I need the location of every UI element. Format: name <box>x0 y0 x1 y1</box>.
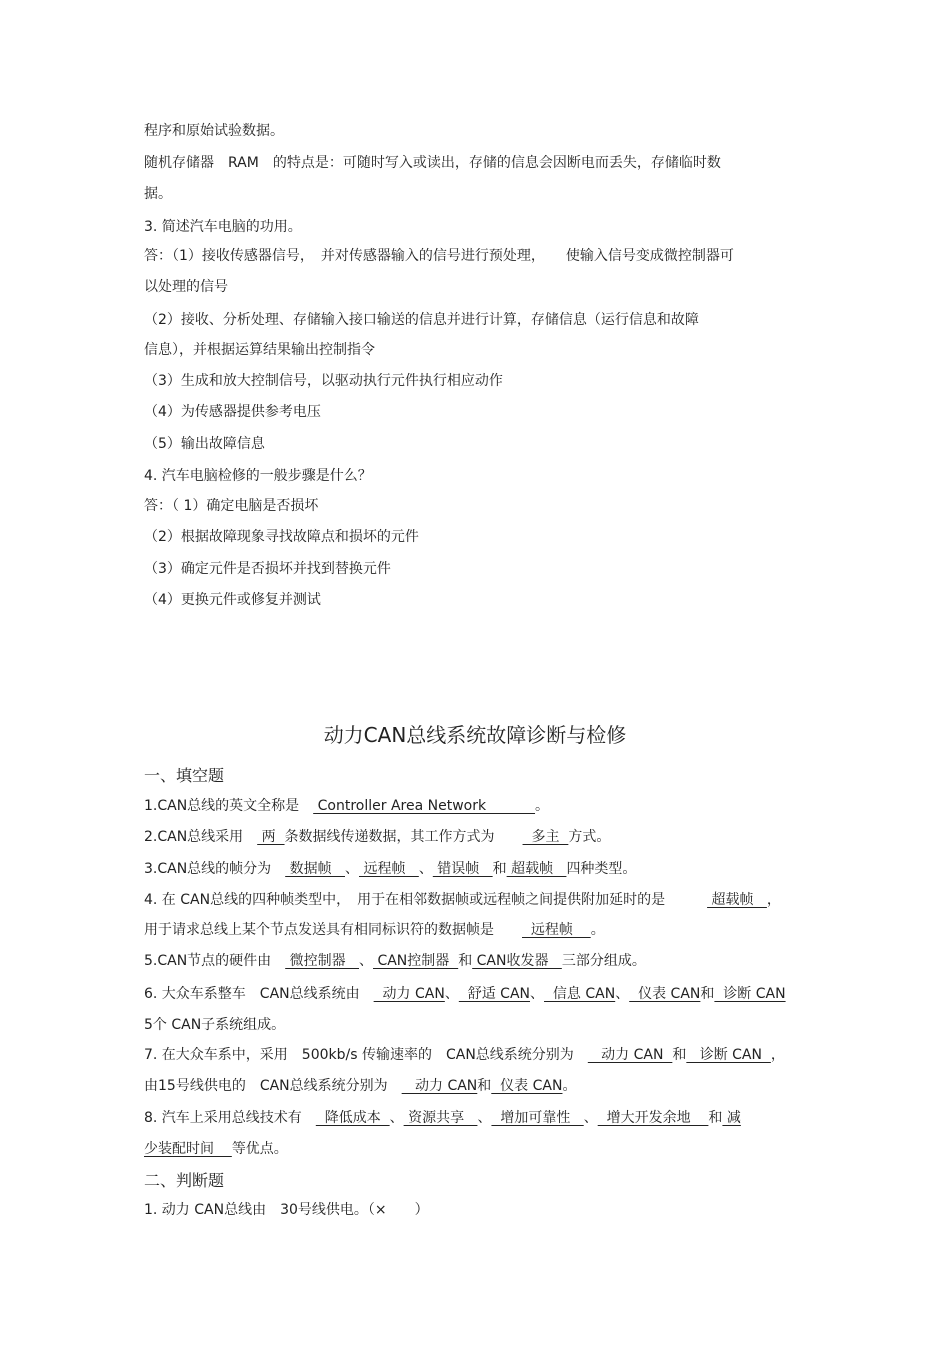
judge-question-1: 1. 动力 CAN总线由 30号线供电。（× ） <box>144 1202 429 1218</box>
answer-blank: 远程帧 <box>522 922 591 938</box>
answer-blank: 动力 CAN <box>373 986 445 1002</box>
answer-blank: 动力 CAN <box>401 1078 478 1094</box>
text-line: 程序和原始试验数据。 <box>144 123 284 139</box>
answer-line: （5）输出故障信息 <box>144 436 265 452</box>
answer-line: 答：（1）接收传感器信号， 并对传感器输入的信号进行预处理， 使输入信号变成微控制器可 <box>144 248 734 264</box>
fill-question-8-cont: 少装配时间 等优点。 <box>144 1141 288 1157</box>
fill-question-7: 7. 在大众车系中，采用 500kb/s 传输速率的 CAN总线系统分别为 动力 CAN 和 诊断 CAN ， <box>144 1047 785 1063</box>
part-heading: 一、填空题 <box>144 766 225 785</box>
answer-blank: 降低成本 <box>315 1110 390 1126</box>
answer-blank: 少装配时间 <box>144 1141 232 1157</box>
answer-blank: 远程帧 <box>359 861 419 877</box>
text-line: 据。 <box>144 186 172 202</box>
answer-blank: 动力 CAN <box>587 1047 673 1063</box>
answer-line: （4）为传感器提供参考电压 <box>144 404 321 420</box>
answer-blank: 仪表 CAN <box>629 986 701 1002</box>
answer-blank: 超载帧 <box>506 861 567 877</box>
answer-blank: 资源共享 <box>403 1110 478 1126</box>
answer-blank: 微控制器 <box>285 953 359 969</box>
answer-blank: 多主 <box>522 829 569 845</box>
answer-blank: 信息 CAN <box>544 986 616 1002</box>
fill-question-7-cont: 由15号线供电的 CAN总线系统分别为 动力 CAN和 仪表 CAN。 <box>144 1078 577 1094</box>
fill-question-1: 1.CAN总线的英文全称是 Controller Area Network 。 <box>144 798 550 814</box>
answer-line: 答：（ 1）确定电脑是否损坏 <box>144 498 319 514</box>
answer-blank: 数据帧 <box>285 861 345 877</box>
answer-line: 以处理的信号 <box>144 279 228 295</box>
fill-question-6: 6. 大众车系整车 CAN总线系统由 动力 CAN、 舒适 CAN、 信息 CAN、 仪表 CAN和 诊断 CAN <box>144 986 786 1002</box>
answer-blank: Controller Area Network <box>313 798 536 814</box>
answer-blank: 减 <box>722 1110 741 1126</box>
fill-question-4-cont: 用于请求总线上某个节点发送具有相同标识符的数据帧是 远程帧 。 <box>144 922 605 938</box>
fill-question-3: 3.CAN总线的帧分为 数据帧 、 远程帧 、 错误帧 和 超载帧 四种类型。 <box>144 861 637 877</box>
question-4: 4. 汽车电脑检修的一般步骤是什么？ <box>144 468 372 484</box>
answer-line: （2）根据故障现象寻找故障点和损坏的元件 <box>144 529 419 545</box>
answer-line: （3）确定元件是否损坏并找到替换元件 <box>144 561 391 577</box>
answer-blank: 增大开发余地 <box>597 1110 709 1126</box>
fill-question-2: 2.CAN总线采用 两 条数据线传递数据，其工作方式为 多主 方式。 <box>144 829 611 845</box>
answer-blank: 增加可靠性 <box>491 1110 584 1126</box>
text-line: 随机存储器 RAM 的特点是：可随时写入或读出，存储的信息会因断电而丢失，存储临时数 <box>144 155 721 171</box>
part-heading: 二、判断题 <box>144 1171 225 1190</box>
fill-question-5: 5.CAN节点的硬件由 微控制器 、 CAN控制器 和 CAN收发器 三部分组成。 <box>144 953 646 969</box>
answer-blank: 两 <box>257 829 285 845</box>
question-3: 3. 简述汽车电脑的功用。 <box>144 219 302 235</box>
answer-line: 信息），并根据运算结果输出控制指令 <box>144 342 375 358</box>
answer-line: （3）生成和放大控制信号，以驱动执行元件执行相应动作 <box>144 373 503 389</box>
answer-blank: 超载帧 <box>707 892 767 908</box>
fill-question-8: 8. 汽车上采用总线技术有 降低成本 、 资源共享 、 增加可靠性 、 增大开发余地 和 减 <box>144 1110 741 1126</box>
answer-blank: 诊断 CAN <box>714 986 786 1002</box>
answer-blank: 仪表 CAN <box>491 1078 563 1094</box>
answer-blank: 舒适 CAN <box>458 986 531 1002</box>
answer-blank: 诊断 CAN <box>686 1047 771 1063</box>
fill-question-4: 4. 在 CAN总线的四种帧类型中， 用于在相邻数据帧或远程帧之间提供附加延时的是 超载帧 ， <box>144 892 781 908</box>
section-title: 动力CAN总线系统故障诊断与检修 <box>323 723 627 747</box>
answer-blank: CAN控制器 <box>373 953 459 969</box>
answer-line: （2）接收、分析处理、存储输入接口输送的信息并进行计算，存储信息（运行信息和故障 <box>144 312 699 328</box>
answer-blank: 错误帧 <box>432 861 493 877</box>
answer-line: （4）更换元件或修复并测试 <box>144 592 321 608</box>
fill-question-6-cont: 5个 CAN子系统组成。 <box>144 1017 286 1033</box>
answer-blank: CAN收发器 <box>472 953 562 969</box>
